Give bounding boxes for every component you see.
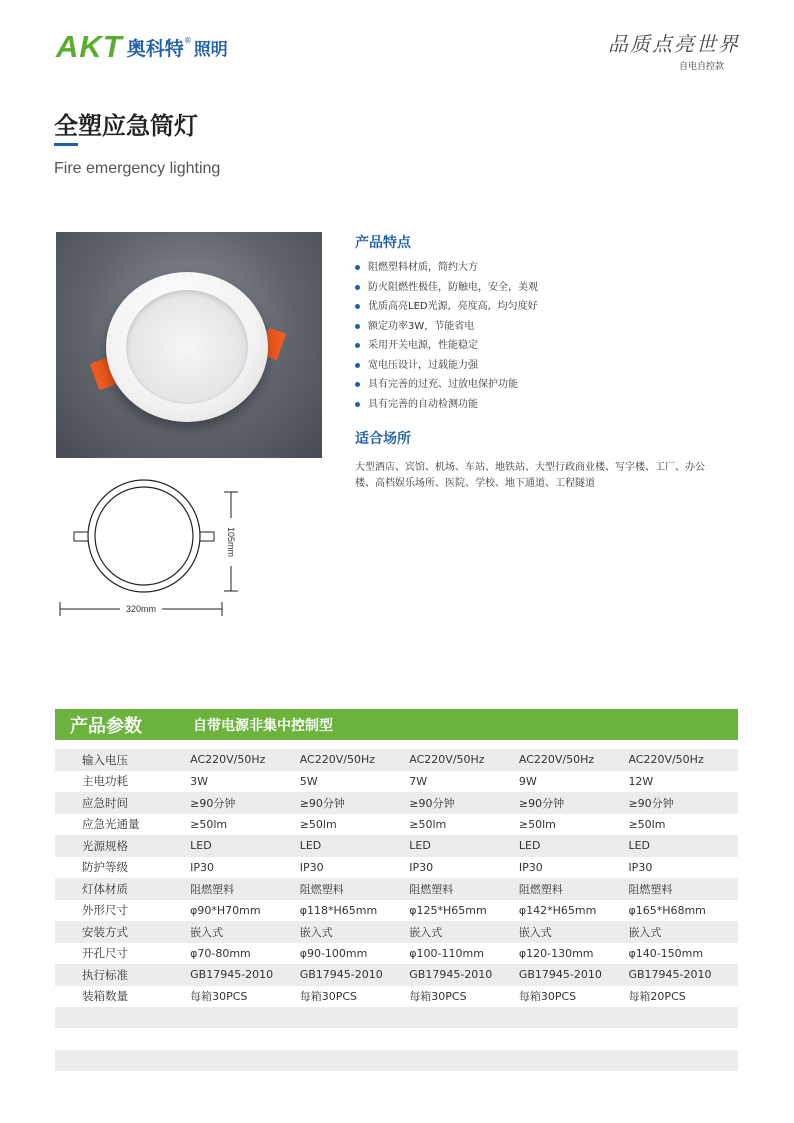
table-cell: IP30 <box>409 860 434 874</box>
logo-brand-name: 奥科特 <box>126 37 184 60</box>
table-cell: ≥90分钟 <box>299 796 345 810</box>
feature-item <box>355 317 538 337</box>
table-cell: LED <box>518 839 541 853</box>
row-label: 光源规格 <box>82 838 128 853</box>
row-label: 装箱数量 <box>82 989 128 1004</box>
params-table <box>55 749 738 1007</box>
params-title: 产品参数 <box>70 715 142 737</box>
row-label: 灯体材质 <box>82 881 128 896</box>
table-cell: φ142*H65mm <box>518 903 597 917</box>
clip-left-outline <box>74 532 88 541</box>
brand-slogan <box>608 28 740 72</box>
table-row <box>55 771 738 793</box>
title-underline <box>54 143 78 146</box>
table-cell: 阻燃塑料 <box>409 882 454 896</box>
table-cell: GB17945-2010 <box>628 968 712 982</box>
feature-item <box>355 395 538 415</box>
table-cell: ≥50lm <box>518 817 556 831</box>
table-cell: 嵌入式 <box>518 925 552 939</box>
table-cell: φ125*H65mm <box>409 903 487 917</box>
logo-lighting-text: 照明 <box>193 39 228 60</box>
clip-right-outline <box>200 532 214 541</box>
feature-item <box>355 297 538 317</box>
width-dimension-label: 320mm <box>125 604 157 614</box>
company-logo <box>56 30 228 64</box>
feature-text: 具有完善的过充、过放电保护功能 <box>368 379 518 390</box>
table-cell: IP30 <box>299 860 324 874</box>
table-cell: 阻燃塑料 <box>299 882 344 896</box>
page-subtitle: Fire emergency lighting <box>54 160 221 177</box>
table-row <box>55 964 738 986</box>
logo-akt-text: AKT <box>56 29 123 64</box>
feature-item <box>355 356 538 376</box>
row-label: 安装方式 <box>82 924 128 939</box>
row-label: 开孔尺寸 <box>82 946 128 961</box>
table-cell: ≥90分钟 <box>409 796 455 810</box>
table-cell: 每箱30PCS <box>299 990 357 1004</box>
row-label: 应急时间 <box>82 795 128 810</box>
table-row <box>55 835 738 857</box>
feature-text: 防火阻燃性极佳，防触电，安全，美观 <box>368 281 538 293</box>
feature-text: 具有完善的自动检测功能 <box>368 398 478 410</box>
inner-circle <box>95 487 193 585</box>
features-list <box>355 258 538 414</box>
table-cell: LED <box>299 839 322 853</box>
params-header <box>55 709 738 740</box>
bullet-icon <box>355 382 360 387</box>
table-cell: 5W <box>299 774 318 788</box>
feature-text: 采用开关电源，性能稳定 <box>368 340 478 351</box>
feature-item <box>355 278 538 298</box>
usage-text: 大型酒店、宾馆、机场、车站、地铁站、大型行政商业楼、写字楼、工厂、办公楼、高档娱乐场所、医院、学校、地下通道、工程隧道 <box>355 462 705 489</box>
usage-heading: 适合场所 <box>355 431 411 447</box>
product-photo <box>56 232 322 458</box>
table-cell: IP30 <box>628 860 653 874</box>
table-cell: AC220V/50Hz <box>628 753 704 767</box>
table-row <box>55 814 738 836</box>
table-row <box>55 900 738 922</box>
table-cell: GB17945-2010 <box>518 968 602 982</box>
bullet-icon <box>355 343 360 348</box>
slogan-text: 品质点亮世界 <box>608 32 740 56</box>
empty-table-row <box>55 1050 738 1071</box>
table-cell: IP30 <box>190 860 214 874</box>
feature-text: 阻燃塑料材质，简约大方 <box>368 262 478 273</box>
table-row <box>55 749 738 771</box>
table-row <box>55 921 738 943</box>
empty-table-row <box>55 1007 738 1028</box>
table-cell: 阻燃塑料 <box>518 882 563 896</box>
registered-mark: ® <box>183 35 192 45</box>
table-cell: ≥50lm <box>409 817 447 831</box>
table-cell: φ118*H65mm <box>299 903 378 917</box>
table-cell: φ165*H68mm <box>628 903 706 917</box>
table-cell: 3W <box>190 774 208 788</box>
table-cell: ≥50lm <box>628 817 666 831</box>
row-label: 执行标准 <box>82 967 128 982</box>
table-cell: LED <box>628 839 650 853</box>
bullet-icon <box>355 304 360 309</box>
table-cell: GB17945-2010 <box>299 968 383 982</box>
slogan-subtext: 自电自控款 <box>678 62 724 72</box>
table-row <box>55 792 738 814</box>
row-label: 外形尺寸 <box>82 903 128 918</box>
features-heading: 产品特点 <box>355 235 411 251</box>
feature-text: 宽电压设计，过载能力强 <box>368 359 478 371</box>
row-label: 主电功耗 <box>82 774 128 789</box>
table-cell: 7W <box>409 774 428 788</box>
row-label: 防护等级 <box>82 860 128 875</box>
table-cell: ≥90分钟 <box>190 796 236 810</box>
table-cell: 嵌入式 <box>409 925 443 939</box>
params-subtitle: 自带电源非集中控制型 <box>193 717 333 734</box>
table-cell: 9W <box>518 774 537 788</box>
table-row <box>55 857 738 879</box>
table-cell: ≥50lm <box>190 817 228 831</box>
table-cell: AC220V/50Hz <box>190 753 266 767</box>
feature-item <box>355 258 538 278</box>
table-cell: φ70-80mm <box>190 946 251 960</box>
dimension-drawing <box>56 478 256 628</box>
table-cell: 嵌入式 <box>190 925 224 939</box>
table-cell: GB17945-2010 <box>190 968 274 982</box>
bullet-icon <box>355 265 360 270</box>
table-cell: 每箱20PCS <box>628 990 686 1004</box>
table-cell: ≥90分钟 <box>518 796 565 810</box>
bullet-icon <box>355 402 360 407</box>
feature-text: 优质高亮LED光源，亮度高，均匀度好 <box>368 301 538 312</box>
table-row <box>55 986 738 1008</box>
downlight-diffuser <box>126 290 248 404</box>
table-cell: 每箱30PCS <box>190 990 248 1004</box>
outer-circle <box>88 480 200 592</box>
row-label: 应急光通量 <box>82 817 140 832</box>
table-cell: 嵌入式 <box>299 925 333 939</box>
table-cell: LED <box>409 839 431 853</box>
table-cell: ≥50lm <box>299 817 337 831</box>
table-cell: φ90*H70mm <box>190 903 261 917</box>
table-cell: LED <box>190 839 212 853</box>
table-cell: GB17945-2010 <box>409 968 493 982</box>
table-cell: 每箱30PCS <box>409 990 467 1004</box>
table-cell: φ120-130mm <box>518 946 594 960</box>
height-dimension-label: 105mm <box>226 526 236 558</box>
table-cell: 每箱30PCS <box>518 990 577 1004</box>
feature-item <box>355 336 538 356</box>
feature-text: 额定功率3W，节能省电 <box>368 320 475 332</box>
table-cell: 阻燃塑料 <box>628 882 673 896</box>
bullet-icon <box>355 285 360 290</box>
row-label: 输入电压 <box>82 752 128 767</box>
table-cell: AC220V/50Hz <box>299 753 375 767</box>
table-cell: AC220V/50Hz <box>409 753 485 767</box>
table-cell: φ140-150mm <box>628 946 704 960</box>
table-row <box>55 878 738 900</box>
page-title: 全塑应急筒灯 <box>54 112 198 140</box>
table-cell: φ90-100mm <box>299 946 368 960</box>
table-cell: φ100-110mm <box>409 946 484 960</box>
table-cell: 嵌入式 <box>628 925 662 939</box>
table-cell: AC220V/50Hz <box>518 753 595 767</box>
table-cell: IP30 <box>518 860 543 874</box>
feature-item <box>355 375 538 395</box>
bullet-icon <box>355 324 360 329</box>
bullet-icon <box>355 363 360 368</box>
table-cell: ≥90分钟 <box>628 796 674 810</box>
table-cell: 12W <box>628 774 654 788</box>
table-row <box>55 943 738 965</box>
table-cell: 阻燃塑料 <box>190 882 235 896</box>
